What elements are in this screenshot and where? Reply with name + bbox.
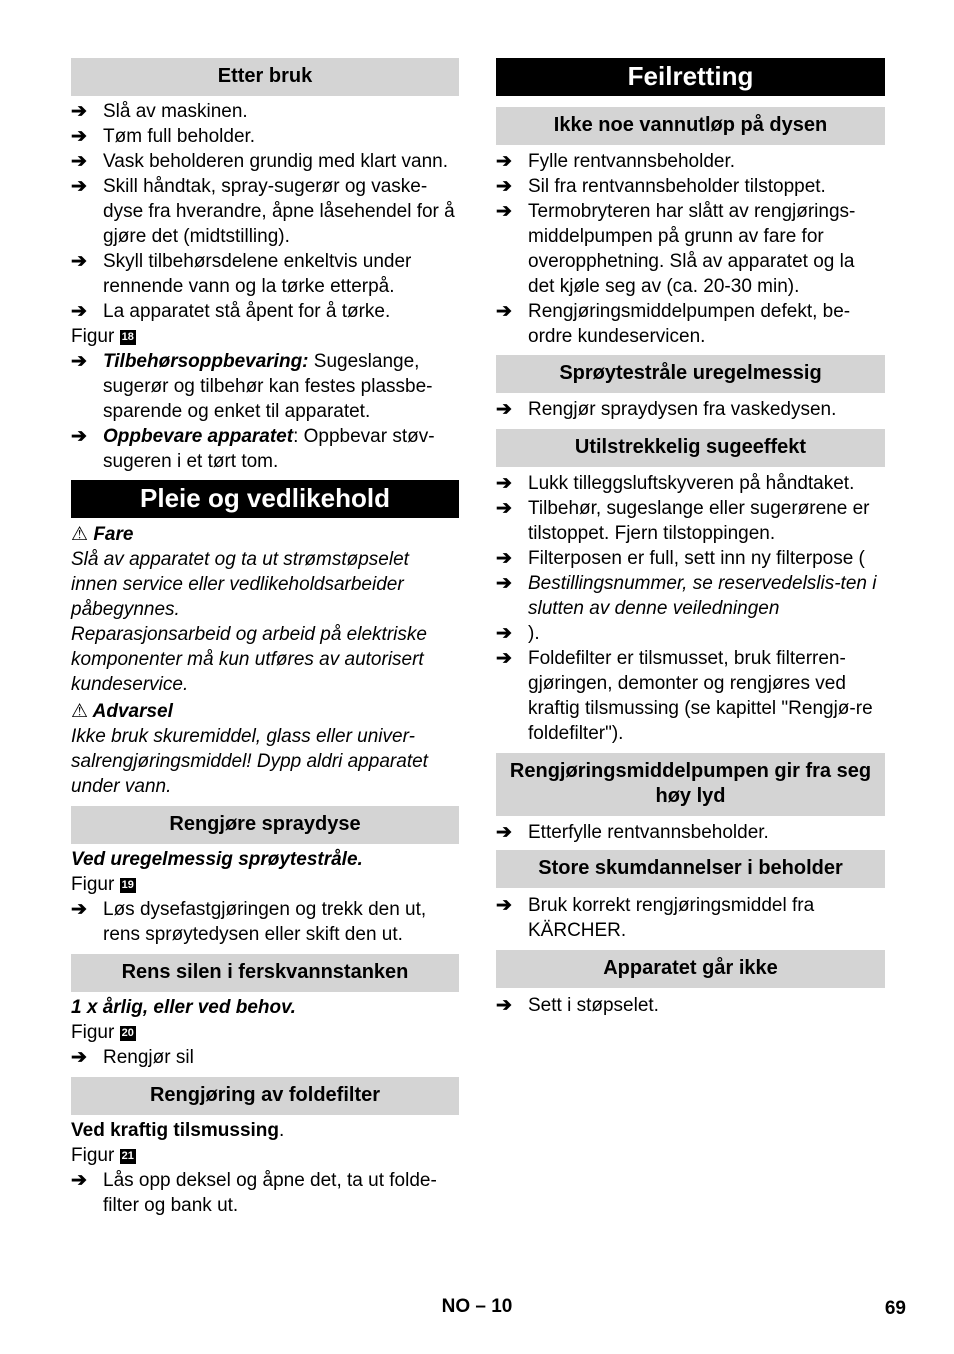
troubleshoot-list: [496, 893, 885, 943]
arrow-right-icon: ➔: [496, 623, 512, 644]
list-item: ➔ Bestillingsnummer, se reservedelslis-ten i slutten av denne veiledningen: [496, 573, 877, 619]
subsection-heading: Sprøytestråle uregelmessig: [496, 355, 885, 393]
list-item: ➔ Sett i støpselet.: [496, 995, 659, 1016]
section-heading-feilretting: Feilretting: [496, 58, 885, 96]
section-heading-silen: Rens silen i ferskvannstanken: [71, 954, 459, 992]
arrow-right-icon: ➔: [496, 573, 512, 594]
list-item: ➔ Skyll tilbehørsdelene enkeltvis under rennende vann og la tørke etterpå.: [71, 251, 412, 297]
subsection-heading: Rengjøringsmiddelpumpen gir fra seg høy lyd: [496, 753, 885, 816]
fare-text-2: Reparasjonsarbeid og arbeid på elektriske komponenter må kun utføres av autorisert kundeservice.: [71, 624, 427, 695]
list-item: ➔ Fylle rentvannsbeholder.: [496, 151, 736, 172]
arrow-right-icon: ➔: [496, 399, 512, 420]
arrow-right-icon: ➔: [496, 201, 512, 222]
arrow-right-icon: ➔: [71, 176, 87, 197]
troubleshoot-list: [496, 820, 885, 845]
subsection-heading: Apparatet går ikke: [496, 950, 885, 988]
spraydyse-intro: Ved uregelmessig sprøytestråle.: [71, 849, 363, 870]
arrow-right-icon: ➔: [71, 1047, 87, 1068]
warning-triangle-icon: ⚠: [71, 524, 89, 545]
list-item: ➔ Sil fra rentvannsbeholder tilstoppet.: [496, 176, 826, 197]
figure-number-badge: 19: [121, 879, 134, 891]
arrow-right-icon: ➔: [71, 126, 87, 147]
list-item: ➔ La apparatet stå åpent for å tørke.: [71, 301, 391, 322]
figure-reference: Figur 20: [71, 1022, 134, 1043]
list-item: ➔ Oppbevare apparatet: Oppbevar støv-sugeren i et tørt tom.: [71, 426, 435, 472]
section-heading-pleie: Pleie og vedlikehold: [71, 480, 459, 518]
arrow-right-icon: ➔: [496, 895, 512, 916]
list-item: ➔ Termobryteren har slått av rengjørings-middelpumpen på grunn av fare for overopphetning. Slå av apparatet og la det kjøle seg av (ca. 20-30 min).: [496, 201, 856, 297]
arrow-right-icon: ➔: [71, 351, 87, 372]
troubleshoot-list: [496, 993, 885, 1018]
list-item: ➔ Lås opp deksel og åpne det, ta ut folde-filter og bank ut.: [71, 1170, 437, 1216]
storage-list: [71, 349, 459, 474]
list-item: ➔ Foldefilter er tilsmusset, bruk filterren-gjøringen, demonter og rengjøres ved kraftig tilsmussing (se kapittel "Rengjø-re foldefilter").: [496, 648, 873, 744]
arrow-right-icon: ➔: [71, 899, 87, 920]
arrow-right-icon: ➔: [71, 301, 87, 322]
arrow-right-icon: ➔: [496, 822, 512, 843]
arrow-right-icon: ➔: [71, 1170, 87, 1191]
arrow-right-icon: ➔: [71, 251, 87, 272]
subsection-heading: Ikke noe vannutløp på dysen: [496, 107, 885, 145]
troubleshoot-list: [496, 149, 885, 349]
list-item: ➔ ).: [496, 623, 540, 644]
arrow-right-icon: ➔: [71, 151, 87, 172]
list-item: ➔ Skill håndtak, spray-sugerør og vaske-dyse fra hverandre, åpne låsehendel for å gjøre det (midtstilling).: [71, 176, 455, 247]
troubleshoot-list: [496, 471, 885, 746]
silen-intro: 1 x årlig, eller ved behov.: [71, 997, 296, 1018]
advarsel-warning-label: ⚠ Advarsel: [71, 701, 173, 722]
arrow-right-icon: ➔: [496, 151, 512, 172]
figure-number-badge: 21: [121, 1150, 134, 1162]
arrow-right-icon: ➔: [496, 548, 512, 569]
fare-warning-label: ⚠ Fare: [71, 524, 134, 545]
list-item: ➔ Tilbehørsoppbevaring: Sugeslange, sugerør og tilbehør kan festes plassbe-sparende og enket til apparatet.: [71, 351, 433, 422]
advarsel-text: Ikke bruk skuremiddel, glass eller univer-salrengjøringsmiddel! Dypp aldri apparatet under vann.: [71, 726, 428, 797]
page-footer-label: NO – 10: [441, 1296, 513, 1317]
arrow-right-icon: ➔: [496, 995, 512, 1016]
warning-triangle-icon: ⚠: [71, 701, 89, 722]
section-heading-foldefilter: Rengjøring av foldefilter: [71, 1077, 459, 1115]
list-item: ➔ Tilbehør, sugeslange eller sugerørene er tilstoppet. Fjern tilstoppingen.: [496, 498, 870, 544]
list-item: ➔ Tøm full beholder.: [71, 126, 256, 147]
list-item: ➔ Bruk korrekt rengjøringsmiddel fra KÄRCHER.: [496, 895, 815, 941]
list-item: ➔ Filterposen er full, sett inn ny filterpose (: [496, 548, 865, 569]
spraydyse-list: [71, 897, 459, 947]
list-item: ➔ Lukk tilleggsluftskyveren på håndtaket.: [496, 473, 855, 494]
list-item: ➔ Rengjøringsmiddelpumpen defekt, be-ordre kundeservicen.: [496, 301, 851, 347]
subsection-heading: Store skumdannelser i beholder: [496, 850, 885, 888]
list-item: ➔ Vask beholderen grundig med klart vann.: [71, 151, 449, 172]
list-item: ➔ Rengjør sil: [71, 1047, 194, 1068]
figure-number-badge: 20: [121, 1027, 134, 1039]
subsection-heading: Utilstrekkelig sugeeffekt: [496, 429, 885, 467]
list-item: ➔ Rengjør spraydysen fra vaskedysen.: [496, 399, 837, 420]
figure-number-badge: 18: [121, 331, 134, 343]
silen-list: [71, 1045, 459, 1070]
list-item: ➔ Etterfylle rentvannsbeholder.: [496, 822, 769, 843]
arrow-right-icon: ➔: [496, 176, 512, 197]
list-item: ➔ Slå av maskinen.: [71, 101, 248, 122]
foldefilter-list: [71, 1168, 459, 1218]
section-heading-etter-bruk: Etter bruk: [71, 58, 459, 96]
section-heading-spraydyse: Rengjøre spraydyse: [71, 806, 459, 844]
arrow-right-icon: ➔: [496, 473, 512, 494]
left-column: [71, 58, 459, 1218]
figure-reference: Figur 21: [71, 1145, 134, 1166]
arrow-right-icon: ➔: [496, 301, 512, 322]
etter-bruk-list: [71, 99, 459, 324]
page-number: 69: [884, 1298, 906, 1319]
arrow-right-icon: ➔: [71, 426, 87, 447]
figure-reference: Figur 18: [71, 326, 134, 347]
figure-reference: Figur 19: [71, 874, 134, 895]
list-item: ➔ Løs dysefastgjøringen og trekk den ut, rens sprøytedysen eller skift den ut.: [71, 899, 427, 945]
arrow-right-icon: ➔: [496, 648, 512, 669]
fare-text-1: Slå av apparatet og ta ut strømstøpselet innen service eller vedlikeholdsarbeider påbegynnes.: [71, 549, 409, 620]
arrow-right-icon: ➔: [496, 498, 512, 519]
troubleshoot-list: [496, 397, 885, 422]
arrow-right-icon: ➔: [71, 101, 87, 122]
foldefilter-intro: Ved kraftig tilsmussing.: [71, 1120, 285, 1141]
right-column: [496, 58, 885, 1018]
